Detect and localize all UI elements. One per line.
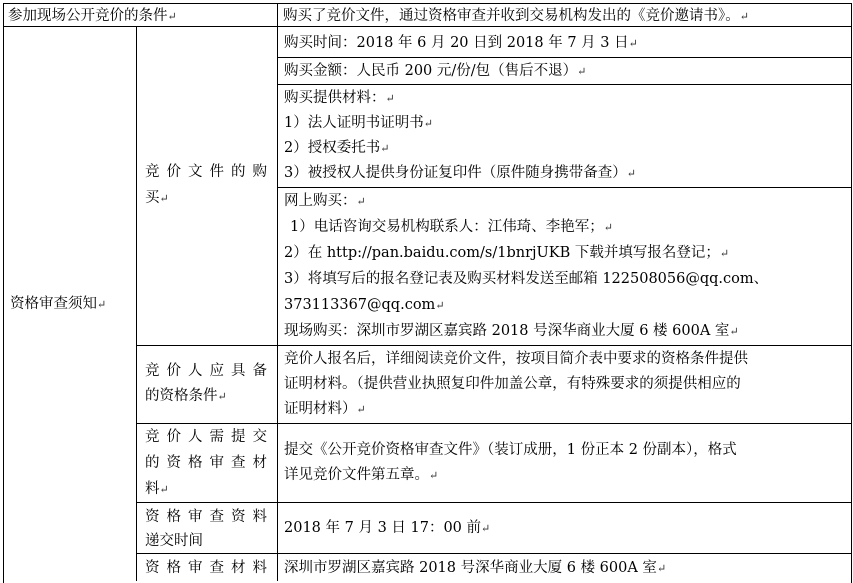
purchase-label-line2: 买↵ bbox=[145, 190, 169, 206]
onsite-purchase: 现场购买：深圳市罗湖区嘉宾路 2018 号深华商业大厦 6 楼 600A 室↵ bbox=[284, 323, 739, 339]
deadline-value: 2018 年 7 月 3 日 17：00 前↵ bbox=[284, 520, 491, 536]
submit-label-line2: 的资格审查材 bbox=[145, 455, 267, 471]
purchase-amount: 购买金额：人民币 200 元/份/包（售后不退）↵ bbox=[284, 63, 587, 79]
qualification-label-line1: 竞价人应具备 bbox=[145, 363, 267, 379]
submit-label-line3: 料↵ bbox=[145, 481, 169, 497]
divider bbox=[136, 26, 137, 581]
online-title: 网上购买：↵ bbox=[284, 193, 366, 209]
divider bbox=[136, 423, 852, 424]
divider bbox=[136, 502, 852, 503]
submit-line: 提交《公开竞价资格审查文件》（装订成册，1 份正本 2 份副本），格式 bbox=[284, 442, 737, 458]
divider bbox=[136, 553, 852, 554]
location-label-line1: 资格审查材料 bbox=[145, 560, 267, 576]
submit-label-line1: 竞价人需提交 bbox=[145, 429, 267, 445]
qualification-line: 证明材料。（提供营业执照复印件加盖公章，有特殊要求的须提供相应的 bbox=[284, 376, 741, 392]
online-item: 3）将填写后的报名登记表及购买材料发送至邮箱 122508056@qq.com、 bbox=[284, 271, 769, 287]
online-item: 2）在 http://pan.baidu.com/s/1bnrjUKB 下载并填写报名登记；↵ bbox=[284, 245, 730, 261]
divider bbox=[277, 3, 278, 581]
submit-line: 详见竞价文件第五章。↵ bbox=[284, 467, 439, 483]
purchase-label-line1: 竞价文件的购 bbox=[145, 164, 267, 180]
online-item: 373113367@qq.com↵ bbox=[284, 297, 445, 313]
divider bbox=[277, 57, 852, 58]
materials-item: 1）法人证明书证明书↵ bbox=[284, 115, 433, 131]
deadline-label-line2: 递交时间 bbox=[145, 533, 203, 549]
divider bbox=[277, 187, 852, 188]
deadline-label-line1: 资格审查资料 bbox=[145, 509, 267, 525]
materials-item: 3）被授权人提供身份证复印件（原件随身携带备查）↵ bbox=[284, 165, 636, 181]
purchase-time: 购买时间：2018 年 6 月 20 日到 2018 年 7 月 3 日↵ bbox=[284, 35, 638, 51]
divider bbox=[277, 84, 852, 85]
online-item: 1）电话咨询交易机构联系人：江伟琦、李艳军；↵ bbox=[290, 219, 613, 235]
qualification-line: 竞价人报名后，详细阅读竞价文件，按项目简介表中要求的资格条件提供 bbox=[284, 351, 748, 367]
qualification-label-line2: 的资格条件↵ bbox=[145, 388, 227, 404]
conditions-label: 参加现场公开竞价的条件↵ bbox=[8, 8, 177, 24]
materials-item: 2）授权委托书↵ bbox=[284, 140, 390, 156]
divider bbox=[136, 345, 852, 346]
location-value: 深圳市罗湖区嘉宾路 2018 号深华商业大厦 6 楼 600A 室↵ bbox=[284, 560, 667, 576]
materials-title: 购买提供材料：↵ bbox=[284, 90, 395, 106]
conditions-value: 购买了竞价文件，通过资格审查并收到交易机构发出的《竞价邀请书》。↵ bbox=[283, 8, 749, 24]
qualification-line: 证明材料）↵ bbox=[284, 401, 366, 417]
section-label: 资格审查须知↵ bbox=[10, 296, 107, 312]
